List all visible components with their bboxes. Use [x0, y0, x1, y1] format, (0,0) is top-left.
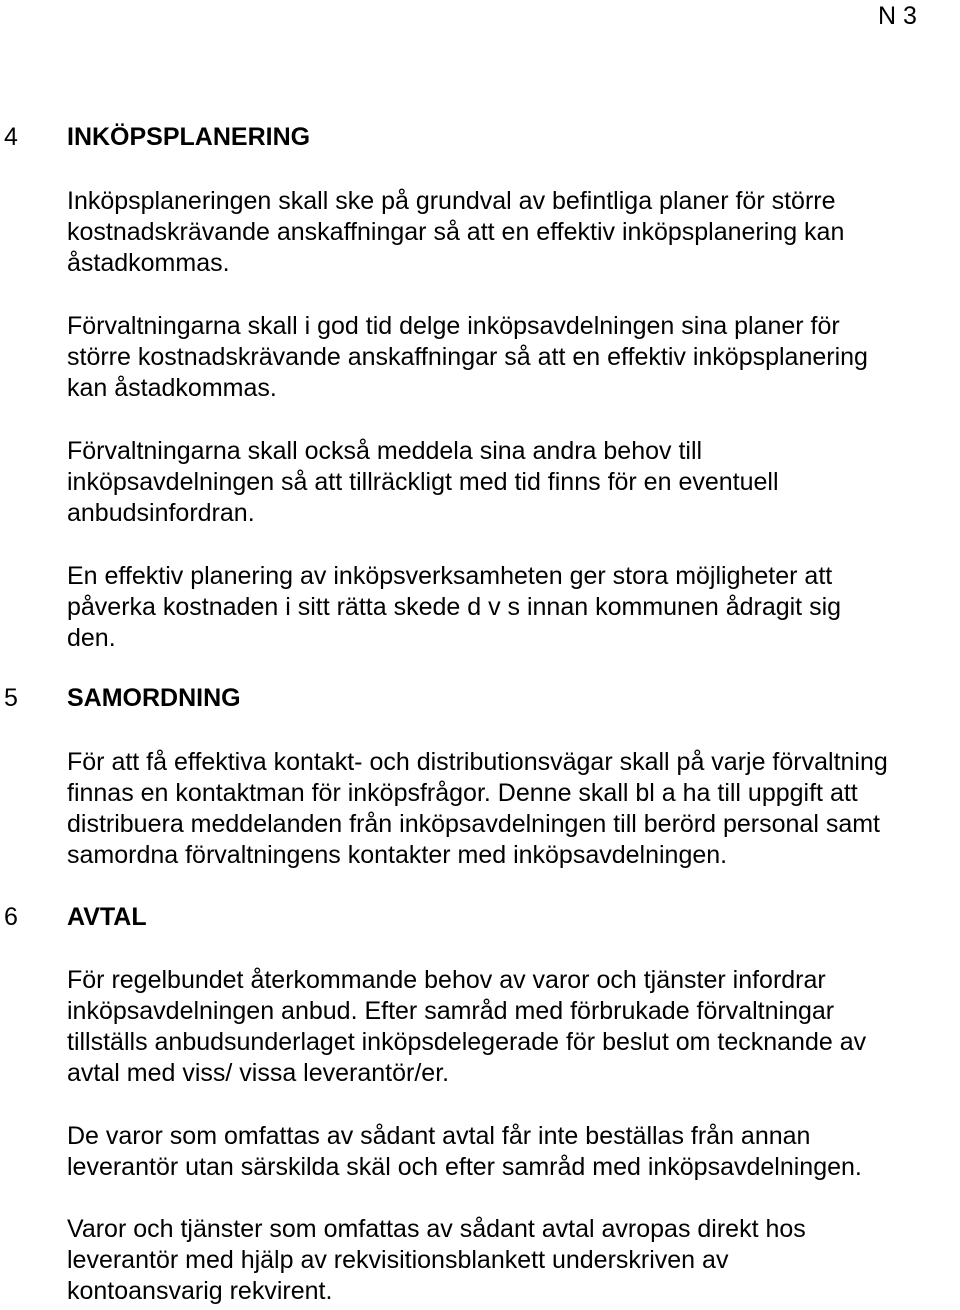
paragraph-4-3 — [67, 436, 779, 529]
section-title: AVTAL — [67, 903, 147, 931]
text-line: kontoansvarig rekvirent. — [67, 1277, 333, 1305]
text-line: Förvaltningarna skall i god tid delge inköpsavdelningen sina planer för — [67, 312, 840, 340]
paragraph-6-3 — [67, 1214, 806, 1307]
section-number: 6 — [4, 903, 18, 931]
paragraph-4-2 — [67, 311, 868, 404]
text-line: samordna förvaltningens kontakter med inköpsavdelningen. — [67, 841, 728, 869]
text-line: större kostnadskrävande anskaffningar så att en effektiv inköpsplanering — [67, 343, 868, 371]
paragraph-4-4 — [67, 561, 841, 654]
section-title: INKÖPSPLANERING — [67, 123, 311, 151]
text-line: kan åstadkommas. — [67, 374, 277, 402]
text-line: påverka kostnaden i sitt rätta skede d v s innan kommunen ådragit sig — [67, 593, 842, 621]
text-line: Varor och tjänster som omfattas av sådant avtal avropas direkt hos — [67, 1215, 806, 1243]
text-line: För att få effektiva kontakt- och distributionsvägar skall på varje förvaltning — [67, 748, 888, 776]
text-line: den. — [67, 624, 116, 652]
page-number: N 3 — [878, 2, 917, 30]
paragraph-6-2 — [67, 1121, 862, 1183]
text-line: finnas en kontaktman för inköpsfrågor. Denne skall bl a ha till uppgift att — [67, 779, 858, 807]
text-line: kostnadskrävande anskaffningar så att en effektiv inköpsplanering kan — [67, 218, 845, 246]
text-line: leverantör utan särskilda skäl och efter samråd med inköpsavdelningen. — [67, 1153, 862, 1181]
text-line: leverantör med hjälp av rekvisitionsblankett underskriven av — [67, 1246, 729, 1274]
section-title: SAMORDNING — [67, 684, 241, 712]
paragraph-4-1 — [67, 186, 844, 279]
paragraph-6-1 — [67, 965, 866, 1089]
text-line: avtal med viss/ vissa leverantör/er. — [67, 1059, 450, 1087]
text-line: anbudsinfordran. — [67, 499, 255, 527]
text-line: Förvaltningarna skall också meddela sina andra behov till — [67, 437, 703, 465]
paragraph-5-1 — [67, 747, 888, 871]
text-line: åstadkommas. — [67, 249, 230, 277]
section-number: 4 — [4, 123, 18, 151]
section-number: 5 — [4, 684, 18, 712]
text-line: inköpsavdelningen så att tillräckligt med tid finns för en eventuell — [67, 468, 779, 496]
text-line: Inköpsplaneringen skall ske på grundval av befintliga planer för större — [67, 187, 836, 215]
text-line: De varor som omfattas av sådant avtal får inte beställas från annan — [67, 1122, 811, 1150]
text-line: För regelbundet återkommande behov av varor och tjänster infordrar — [67, 966, 826, 994]
text-line: distribuera meddelanden från inköpsavdelningen till berörd personal samt — [67, 810, 880, 838]
text-line: tillställs anbudsunderlaget inköpsdelegerade för beslut om tecknande av — [67, 1028, 867, 1056]
text-line: inköpsavdelningen anbud. Efter samråd med förbrukade förvaltningar — [67, 997, 835, 1025]
text-line: En effektiv planering av inköpsverksamheten ger stora möjligheter att — [67, 562, 833, 590]
